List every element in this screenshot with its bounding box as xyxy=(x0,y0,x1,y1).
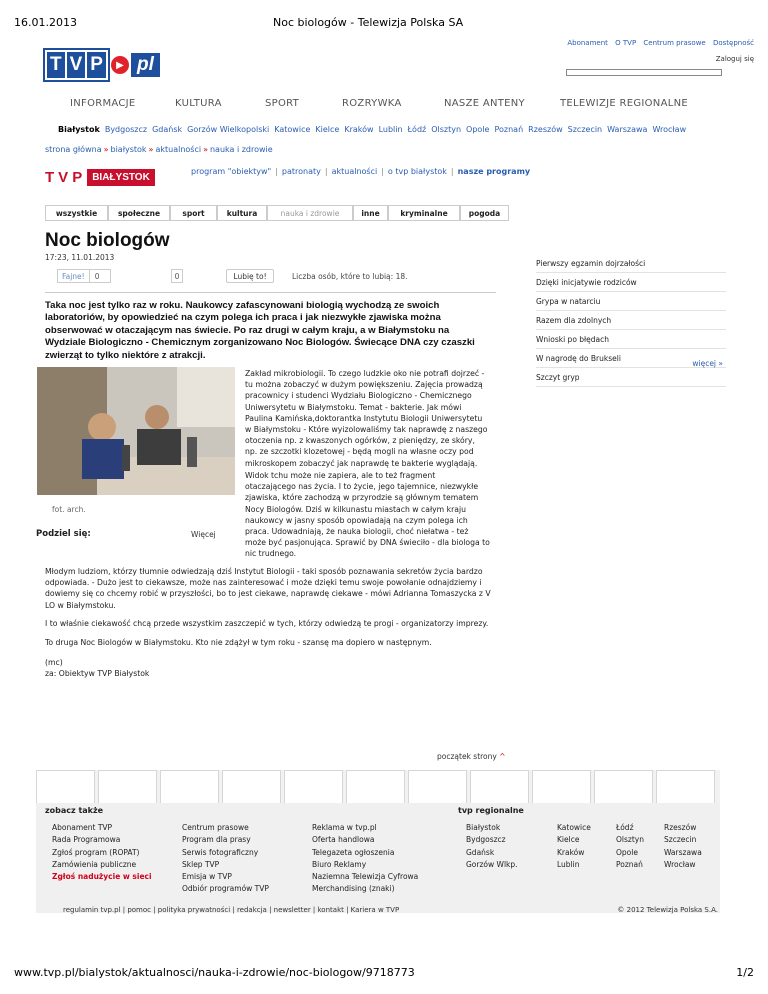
para-line: mikroskopem zobaczyć jak naprawdę te bakterie wyglądają. xyxy=(245,458,478,468)
city-item[interactable]: Opole xyxy=(466,125,490,134)
print-url: www.tvp.pl/bialystok/aktualnosci/nauka-i-zdrowie/noc-biologow/9718773 xyxy=(14,966,415,979)
lead-line: Wydziale Biologiczno - Chemicznym zorganizowano Noc Biologów. Świecące DNA czy czaszki xyxy=(45,337,475,349)
back-to-top-label: początek strony xyxy=(437,752,497,761)
city-item[interactable]: Kielce xyxy=(315,125,340,134)
city-item[interactable]: Bydgoszcz xyxy=(104,125,148,134)
city-item[interactable]: Olsztyn xyxy=(431,125,462,134)
lead-line: Taka noc jest tylko raz w roku. Naukowcy zafascynowani biologią wychodzą ze swoich xyxy=(45,300,440,311)
footer-link[interactable]: Centrum prasowe xyxy=(182,823,249,832)
top-link-centrum[interactable]: Centrum prasowe xyxy=(643,39,706,47)
fajne-button[interactable] xyxy=(57,269,111,283)
related-item[interactable]: Razem dla zdolnych xyxy=(536,311,726,330)
footer-link[interactable]: Program dla prasy xyxy=(182,835,251,845)
fajne-label: Fajne! xyxy=(62,271,85,281)
share-more-link[interactable]: Więcej xyxy=(191,530,216,539)
tvp-bialystok-logo[interactable] xyxy=(45,168,155,186)
city-item[interactable]: Gdańsk xyxy=(152,125,183,134)
footer-copyright: © 2012 Telewizja Polska S.A. xyxy=(617,906,718,914)
city-list xyxy=(58,125,691,134)
breadcrumb-sep: » xyxy=(203,145,208,154)
nav-sport[interactable]: SPORT xyxy=(265,98,300,109)
tab-sport[interactable]: sport xyxy=(170,205,217,220)
arrow-up-icon: ^ xyxy=(499,752,506,761)
breadcrumb-item[interactable]: aktualności xyxy=(155,145,202,154)
footer-link[interactable]: Reklama w tvp.pl xyxy=(312,823,377,832)
city-item[interactable]: Łódź xyxy=(407,125,427,134)
footer-reg-1 xyxy=(466,822,518,871)
footer-link[interactable]: Merchandising (znaki) xyxy=(312,884,395,894)
category-tabs xyxy=(45,205,509,221)
tab-wszystkie[interactable]: wszystkie xyxy=(45,205,108,220)
city-item[interactable]: Białystok xyxy=(58,125,100,134)
para-line: Uniwersytetu w Białymstoku. Temat - bakterie. Jak mówi xyxy=(245,402,462,412)
footer-region-link[interactable]: Kielce xyxy=(557,835,580,845)
related-item[interactable]: Wnioski po błędach xyxy=(536,330,726,349)
footer-region-link[interactable]: Olsztyn xyxy=(616,835,644,845)
footer-link[interactable]: Telegazeta ogłoszenia xyxy=(312,847,395,857)
related-item[interactable]: Grypa w natarciu xyxy=(536,292,726,311)
related-item[interactable]: W nagrodę do Brukseli xyxy=(536,349,726,368)
article-para-2 xyxy=(245,470,507,560)
article-lead xyxy=(45,300,505,362)
tvp-logo-letters xyxy=(45,50,108,80)
regional-letter-v: V xyxy=(58,168,70,186)
footer-regional-title: tvp regionalne xyxy=(458,806,524,815)
city-item[interactable]: Poznań xyxy=(494,125,524,134)
footer-link[interactable]: Serwis fotograficzny xyxy=(182,847,259,857)
para-line: tu można zobaczyć w dużym powiększeniu. Zajęcia prowadzą xyxy=(245,380,483,390)
article-source: za: Obiektyw TVP Białystok xyxy=(45,669,150,678)
nav-nasze-anteny[interactable]: NASZE ANTENY xyxy=(444,98,525,109)
divider xyxy=(45,292,496,293)
sub-link[interactable]: aktualności xyxy=(331,167,378,176)
sub-link[interactable]: o tvp białystok xyxy=(387,167,447,176)
logo-suffix: pl xyxy=(131,53,160,77)
tab-kultura[interactable]: kultura xyxy=(217,205,267,220)
like-button[interactable]: Lubię to! xyxy=(226,269,274,283)
para-line: w Białymstoku - Które wyizolowaliśmy tak naprawdę z naszego xyxy=(245,425,488,435)
para-line: Widok tchu może nie zapiera, ale to też fragment xyxy=(245,471,436,480)
tab-pogoda[interactable]: pogoda xyxy=(460,205,509,220)
related-item[interactable]: Szczyt gryp xyxy=(536,368,726,387)
logo-letter-t: T xyxy=(47,52,67,78)
logo-letter-p: P xyxy=(90,54,103,75)
top-link-o-tvp[interactable]: O TVP xyxy=(615,39,637,47)
city-item[interactable]: Rzeszów xyxy=(528,125,563,134)
photo-scene xyxy=(37,367,235,495)
footer-region-link[interactable]: Poznań xyxy=(616,859,643,869)
footer-link[interactable]: Zgłoś program (ROPAT) xyxy=(52,847,140,857)
footer-reg-2 xyxy=(557,822,591,871)
city-item[interactable]: Szczecin xyxy=(567,125,603,134)
para-line: pracownicy i studenci Wydziału Biologiczno - Chemicznego xyxy=(245,391,472,401)
share-label: Podziel się: xyxy=(36,529,91,539)
article-para-3 xyxy=(45,566,725,611)
footer-region-link[interactable]: Kraków xyxy=(557,847,585,857)
sub-links xyxy=(191,167,530,176)
like-count-text: Liczba osób, które to lubią: 18. xyxy=(292,272,408,281)
lead-line: laboratoriów, by opowiedzieć na czym polega ich praca i jak niezwykłe zjawiska można xyxy=(45,312,441,324)
regional-logo-name: BIAŁYSTOK xyxy=(87,169,155,186)
para-line: np. ze szczotki klozetowej - będą mogli na własne oczy pod xyxy=(245,447,474,457)
photo-caption: fot. arch. xyxy=(52,505,86,514)
breadcrumb-item[interactable]: strona główna xyxy=(45,145,102,154)
footer-link[interactable]: Naziemna Telewizja Cyfrowa xyxy=(312,872,419,882)
sub-link-active[interactable]: nasze programy xyxy=(457,167,531,176)
tvp-logo[interactable] xyxy=(45,50,160,80)
print-page: 1/2 xyxy=(736,966,754,979)
city-item[interactable]: Wrocław xyxy=(652,125,687,134)
article-para-4: I to właśnie ciekawość chcą przede wszystkim zaszczepić w tych, którzy odwiedzą te progi - organizatorzy imprezy. xyxy=(45,619,489,628)
print-title: Noc biologów - Telewizja Polska SA xyxy=(273,16,464,29)
footer-region-link[interactable]: Warszawa xyxy=(664,847,702,857)
nav-telewizje-regionalne[interactable]: TELEWIZJE REGIONALNE xyxy=(560,98,688,109)
breadcrumb-item[interactable]: nauka i zdrowie xyxy=(209,145,273,154)
sub-link[interactable]: patronaty xyxy=(281,167,321,176)
footer-region-link[interactable]: Opole xyxy=(616,847,638,857)
regional-letter-p: P xyxy=(72,168,84,186)
article-author: (mc) xyxy=(45,658,63,667)
logo-arrow-icon: ▶ xyxy=(111,56,129,74)
footer-link-report-abuse[interactable]: Zgłoś nadużycie w sieci xyxy=(52,872,152,882)
footer-link[interactable]: Biuro Reklamy xyxy=(312,859,367,869)
city-item[interactable]: Katowice xyxy=(274,125,311,134)
footer-region-link[interactable]: Bydgoszcz xyxy=(466,835,506,845)
breadcrumb-sep: » xyxy=(103,145,109,154)
para-line: może być pasjonująca. Sprawić by DNA świeciło - dla biologa to xyxy=(245,538,490,548)
para-line: Nocy Biologów. Dziś w kilkunastu miastach w całym kraju xyxy=(245,504,466,514)
footer-region-link[interactable]: Gorzów Wlkp. xyxy=(466,859,518,869)
footer-region-link[interactable]: Lublin xyxy=(557,859,580,869)
breadcrumb-item[interactable]: białystok xyxy=(110,145,147,154)
back-to-top-link[interactable] xyxy=(437,752,506,761)
footer-col-3 xyxy=(312,822,418,896)
regional-letter-t: T xyxy=(45,168,56,186)
sub-link-sep: | xyxy=(275,167,278,176)
fajne-count: 0 xyxy=(89,270,105,282)
sub-link-sep: | xyxy=(381,167,384,176)
top-link-abonament[interactable]: Abonament xyxy=(567,39,608,47)
breadcrumb-sep: » xyxy=(148,145,154,154)
para-line: nic trudnego. xyxy=(245,549,297,559)
footer-link[interactable]: Odbiór programów TVP xyxy=(182,884,269,894)
para-line: odpowiada. - Dużo jest to ciekawsze, może nas zainteresować i może dzięki temu swoje powołanie odnajdziemy i xyxy=(45,578,482,588)
para-line: zjawiska, które zachodzą w przyrodzie są głównym tematem xyxy=(245,493,479,503)
lead-line: obserwować w otaczającym nas świecie. Po raz drugi w całym kraju, a w Białymstoku na xyxy=(45,324,450,336)
footer-region-link[interactable]: Rzeszów xyxy=(664,823,697,832)
lead-line: zwierząt to tylko niektóre z atrakcji. xyxy=(45,349,206,361)
footer-region-link[interactable]: Gdańsk xyxy=(466,847,495,857)
nav-kultura[interactable]: KULTURA xyxy=(175,98,222,109)
para-line: Zakład mikrobiologii. To czego ludzkie oko nie potrafi dojrzeć - xyxy=(245,369,485,378)
footer-link[interactable]: Zamówienia publiczne xyxy=(52,859,137,869)
para-line: praca. Udowadniają, że nauka biologii, choć niełatwa - też xyxy=(245,527,469,537)
footer-reg-3 xyxy=(616,822,644,871)
footer-link[interactable]: Emisja w TVP xyxy=(182,872,232,882)
para-line: Młodym ludziom, którzy tłumnie odwiedzają dziś Instytut Biologii - taki sposób poznawania sekretów życia bardzo xyxy=(45,567,483,576)
para-line: LO w Białymstoku. xyxy=(45,600,116,610)
footer-region-link[interactable]: Szczecin xyxy=(664,835,697,845)
city-item[interactable]: Warszawa xyxy=(607,125,648,134)
related-item[interactable]: Dzięki inicjatywie rodziców xyxy=(536,273,726,292)
city-item[interactable]: Gorzów Wielkopolski xyxy=(187,125,270,134)
footer-link[interactable]: Oferta handlowa xyxy=(312,835,375,845)
nav-rozrywka[interactable]: ROZRYWKA xyxy=(342,98,402,109)
footer-col-2 xyxy=(182,822,269,896)
tab-inne[interactable]: inne xyxy=(353,205,388,220)
breadcrumb xyxy=(45,145,273,154)
footer-link[interactable]: Abonament TVP xyxy=(52,823,113,832)
regional-logo-letters xyxy=(45,169,83,186)
footer-bottom-links[interactable]: regulamin tvp.pl | pomoc | polityka prywatności | redakcja | newsletter | kontakt | Kariera w TVP xyxy=(63,906,400,914)
login-link[interactable]: Zaloguj się xyxy=(715,55,754,63)
footer-region-link[interactable]: Łódź xyxy=(616,823,634,832)
logo-letter-v: V xyxy=(67,52,88,78)
tab-kryminalne[interactable]: kryminalne xyxy=(388,205,460,220)
para-line: otoczenia np. z kwaszonych ogórków, z pieniędzy, ze skóry, xyxy=(245,436,475,446)
para-line: dowiemy się co chcemy robić w przyszłości, bo to jest ciekawe, naprawdę ciekawe - mówi Adrianna Tomaszycka z V xyxy=(45,589,491,599)
article-para-1 xyxy=(245,368,507,469)
tab-nauka-i-zdrowie[interactable]: nauka i zdrowie xyxy=(267,205,353,220)
para-line: Paulina Kamińska,doktorantka Instytutu Biologii Uniwersytetu xyxy=(245,413,483,423)
article-datetime: 17:23, 11.01.2013 xyxy=(45,253,115,262)
nav-informacje[interactable]: INFORMACJE xyxy=(70,98,136,109)
related-more-link[interactable]: więcej » xyxy=(692,359,723,368)
footer-col-1 xyxy=(52,822,152,883)
footer-link[interactable]: Sklep TVP xyxy=(182,859,220,869)
article-title: Noc biologów xyxy=(45,230,170,251)
tab-spoleczne[interactable]: społeczne xyxy=(108,205,170,220)
top-links xyxy=(562,39,754,47)
related-item[interactable]: Pierwszy egzamin dojrzałości xyxy=(536,254,726,273)
article-para-5: To druga Noc Biologów w Białymstoku. Kto nie zdążył w tym roku - szansę ma dopiero w następnym. xyxy=(45,638,432,647)
footer-region-link[interactable]: Białystok xyxy=(466,823,501,832)
sub-link-sep: | xyxy=(324,167,328,176)
footer-region-link[interactable]: Katowice xyxy=(557,823,591,832)
footer-link[interactable]: Rada Programowa xyxy=(52,835,121,845)
article-photo xyxy=(37,367,235,495)
para-line: otaczającego nas życia. I to życie, jego tajemnice, niezwykłe xyxy=(245,482,479,492)
sub-link-sep: | xyxy=(450,167,454,176)
city-item[interactable]: Lublin xyxy=(378,125,403,134)
footer-see-also-title: zobacz także xyxy=(45,806,104,815)
para-line: naukowcy w jasny sposób opowiadają na czym polega ich xyxy=(245,515,468,525)
footer-reg-4 xyxy=(664,822,702,871)
top-link-dostepnosc[interactable]: Dostępność xyxy=(712,39,754,47)
sub-link[interactable]: program "obiektyw" xyxy=(191,167,272,176)
search-input[interactable] xyxy=(566,69,722,76)
footer-region-link[interactable]: Wrocław xyxy=(664,859,696,869)
share-count: 0 xyxy=(171,269,183,283)
print-date: 16.01.2013 xyxy=(14,16,77,29)
city-item[interactable]: Kraków xyxy=(344,125,374,134)
